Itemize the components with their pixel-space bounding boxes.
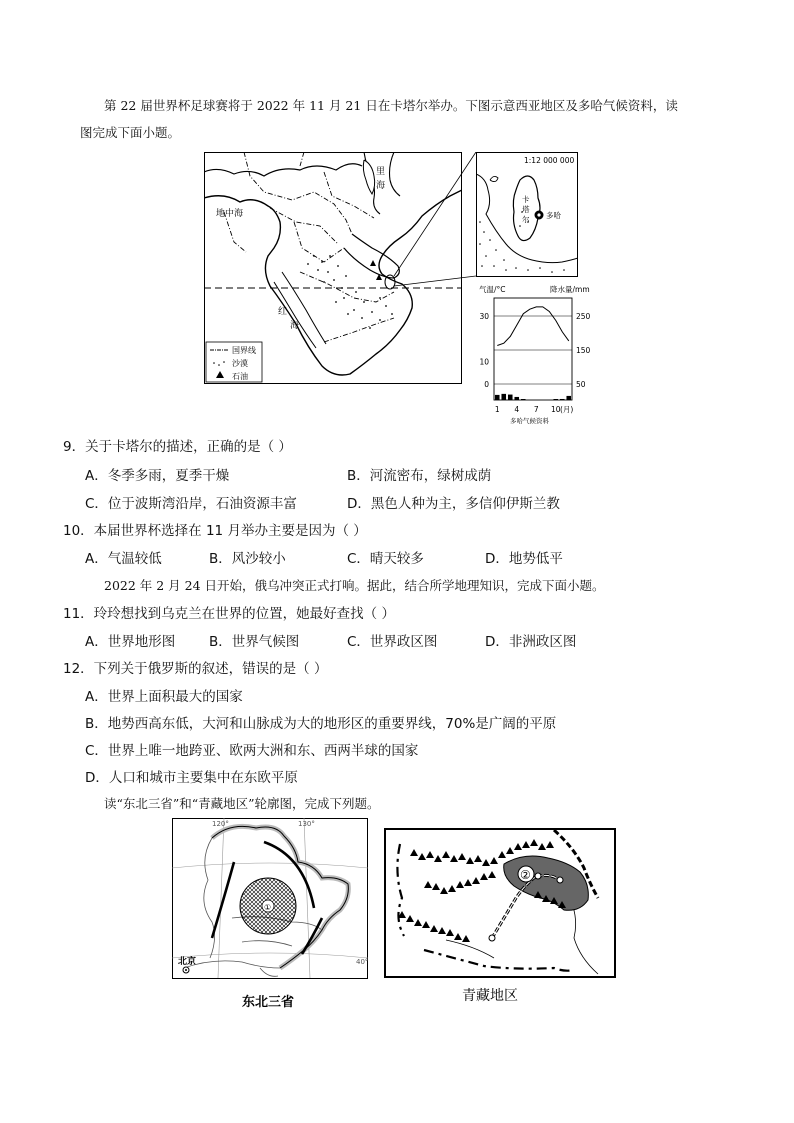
chart-xlabel: (月)	[560, 405, 574, 414]
qinghai-tibet-map	[384, 828, 616, 1010]
precipitation-bar	[553, 399, 558, 400]
beijing-label: 北京	[178, 957, 197, 967]
label-red-sea-2: 海	[290, 321, 300, 331]
q10-stem: 10．本届世界杯选择在 11 月举办主要是因为（ ）	[63, 523, 367, 539]
q12-option-a[interactable]: A．世界上面积最大的国家	[85, 689, 243, 705]
q10-option-a[interactable]: A．气温较低	[85, 551, 162, 567]
inset-qatar-3: 尔	[522, 215, 530, 224]
chart-ytick-left: 0	[484, 380, 489, 389]
lon-130-label: 130°	[298, 820, 315, 828]
marker-2: ②	[520, 868, 531, 882]
q9-option-c[interactable]: C．位于波斯湾沿岸，石油资源丰富	[85, 496, 297, 512]
intro-line-2: 图完成下面小题。	[80, 125, 181, 140]
inset-qatar-1: 卡	[522, 195, 530, 204]
intro-3: 读“东北三省”和“青藏地区”轮廓图，完成下列题。	[104, 796, 380, 811]
label-caspian-1: 里	[376, 167, 386, 177]
q9-option-b[interactable]: B．河流密布，绿树成荫	[347, 468, 492, 484]
doha-climate-chart	[462, 278, 602, 426]
chart-ylabel-left: 气温/°C	[479, 285, 506, 294]
precipitation-bar	[514, 397, 519, 400]
q9-option-a[interactable]: A．冬季多雨，夏季干燥	[85, 468, 230, 484]
q12-option-b[interactable]: B．地势西高东低，大河和山脉成为大的地形区的重要界线，70%是广阔的平原	[85, 716, 557, 732]
legend-oil-label: 石油	[232, 372, 248, 381]
label-mediterranean: 地中海	[216, 209, 244, 219]
q12-option-d[interactable]: D．人口和城市主要集中在东欧平原	[85, 770, 298, 786]
legend-border-label: 国界线	[232, 346, 256, 355]
precipitation-bar	[508, 395, 513, 400]
precipitation-bar	[560, 399, 565, 400]
chart-title: 多哈气候资料	[510, 417, 549, 425]
precipitation-bar	[521, 399, 526, 400]
label-red-sea-1: 红	[278, 307, 288, 317]
precipitation-bar	[495, 395, 500, 400]
chart-xtick: 7	[533, 405, 539, 414]
chart-ytick-right: 150	[576, 346, 591, 355]
chart-ytick-left: 10	[479, 357, 489, 367]
q12-stem: 12．下列关于俄罗斯的叙述，错误的是（ ）	[63, 661, 328, 677]
q9-option-d[interactable]: D．黑色人种为主，多信仰伊斯兰教	[347, 496, 560, 512]
q11-option-b[interactable]: B．世界气候图	[209, 634, 300, 650]
qinghai-tibet-caption: 青藏地区	[462, 988, 518, 1004]
northeast-china-map	[172, 818, 368, 1010]
chart-ylabel-right: 降水量/mm	[550, 285, 590, 294]
chart-ytick-right: 250	[576, 312, 591, 321]
q10-option-b[interactable]: B．风沙较小	[209, 551, 286, 567]
q10-option-c[interactable]: C．晴天较多	[347, 551, 424, 567]
q10-option-d[interactable]: D．地势低平	[485, 551, 563, 567]
inset-scale: 1:12 000 000	[524, 156, 575, 165]
chart-ytick-left: 30	[479, 312, 489, 321]
intro-line-1: 第 22 届世界杯足球赛将于 2022 年 11 月 21 日在卡塔尔举办。下图示意西亚地区及多哈气候资料，读	[104, 98, 678, 113]
chart-xtick: 1	[494, 405, 500, 414]
inset-city: 多哈	[546, 211, 561, 220]
chart-plot-frame	[494, 298, 572, 400]
precipitation-bar	[566, 396, 571, 400]
q11-option-a[interactable]: A．世界地形图	[85, 634, 176, 650]
northeast-caption: 东北三省	[242, 995, 295, 1010]
lon-120-label: 120°	[212, 820, 229, 828]
label-caspian-2: 海	[376, 181, 386, 191]
q12-option-c[interactable]: C．世界上唯一地跨亚、欧两大洲和东、西两半球的国家	[85, 743, 419, 759]
q11-option-d[interactable]: D．非洲政区图	[485, 634, 577, 650]
intro-2: 2022 年 2 月 24 日开始，俄乌冲突正式打响。据此，结合所学地理知识，完成下面小题。	[104, 578, 605, 593]
chart-ytick-right: 50	[576, 380, 586, 389]
precipitation-bar	[501, 394, 506, 400]
chart-xtick: 10	[550, 405, 561, 414]
q11-stem: 11．玲玲想找到乌克兰在世界的位置，她最好查找（ ）	[63, 606, 395, 622]
chart-xtick: 4	[514, 405, 520, 414]
qatar-inset-map	[476, 152, 578, 277]
lat-40-label: 40°	[356, 958, 368, 966]
inset-qatar-2: 塔	[522, 205, 530, 214]
marker-1: ①	[264, 903, 272, 912]
q11-option-c[interactable]: C．世界政区图	[347, 634, 438, 650]
legend-desert-label: 沙漠	[232, 359, 248, 368]
q9-stem: 9．关于卡塔尔的描述，正确的是（ ）	[63, 439, 292, 455]
